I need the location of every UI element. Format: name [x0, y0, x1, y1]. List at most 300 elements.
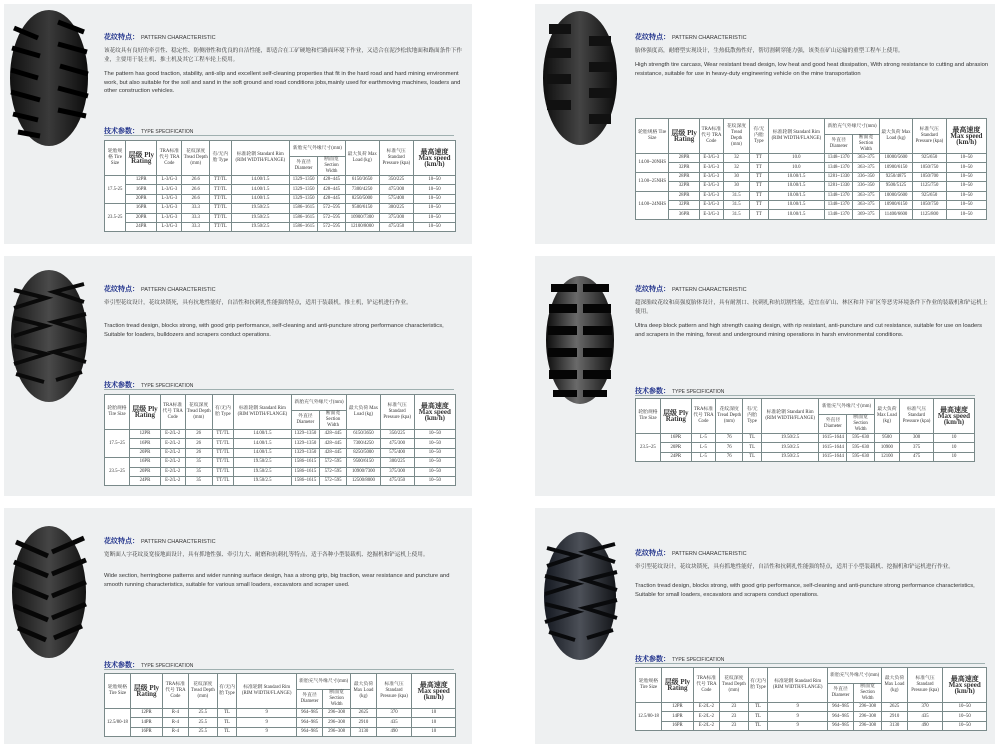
header-max-speed: 最高速度 Max speed (km/h)	[946, 119, 986, 154]
table-cell: 1329~1350	[290, 185, 318, 194]
table-cell: 10~50	[414, 222, 456, 231]
table-cell: 32PR	[669, 182, 699, 191]
table-cell: 23	[719, 721, 748, 730]
table-cell: E-3/G-3	[699, 210, 723, 219]
spec-title-en: TYPE SPECIFICATION	[671, 389, 725, 395]
header-max-load: 最大负荷 Max Load (kg)	[345, 141, 379, 176]
description-en: Wide section, herringbone patterns and wider running surface design, has a strong grip, big traction, wear resistance and puncture and smooth running characteristics, suitable for various small loaders, excavators and scraper used.	[104, 573, 450, 588]
header-section-width: 断面宽 Section Width	[847, 415, 874, 434]
table-cell: 26	[185, 430, 212, 439]
header-tread-depth: 花纹深度 Tread Depth (mm)	[182, 141, 210, 176]
table-cell: 19.50/2.5	[761, 452, 819, 461]
header-ply-rating: 层级 Ply Rating	[669, 119, 699, 154]
table-row	[636, 210, 987, 219]
header-standard-rim: 标准轮辋 Standard Rim (RIM WIDTH/FLANGE)	[768, 119, 825, 154]
table-cell: E-2/L-2	[693, 721, 719, 730]
table-cell: R-4	[162, 709, 188, 718]
table-cell: 1281~1330	[825, 172, 853, 181]
table-cell: R-4	[162, 727, 188, 736]
table-cell: 363~375	[853, 191, 880, 200]
table-row	[105, 439, 456, 448]
table-cell: 25.5	[188, 709, 217, 718]
tire-size-cell: 17.5-25	[105, 176, 126, 204]
header-tra-code: TRA标准代号 TRA Code	[693, 668, 719, 703]
table-cell: 33.3	[182, 222, 210, 231]
table-cell: 10~50	[414, 467, 455, 476]
table-cell: 575/400	[380, 448, 414, 457]
table-cell: 19.50/2.5	[761, 434, 819, 443]
table-cell: 6150/3650	[347, 430, 380, 439]
header-standard-pressure: 标准气压 Standard Pressure (kpa)	[380, 395, 414, 430]
tire-image-3	[8, 266, 90, 406]
tire-size-cell: 23.5~25	[105, 458, 130, 486]
table-cell: L-3/G-3	[157, 213, 182, 222]
table-cell: 595~630	[847, 452, 874, 461]
header-tire-size: 轮胎规格 Tire Size	[105, 141, 126, 176]
table-cell: 23	[719, 703, 748, 712]
table-row	[105, 222, 456, 231]
table-cell: 76	[716, 434, 743, 443]
table-cell: 32PR	[669, 200, 699, 209]
table-cell: 1050/700	[912, 172, 946, 181]
table-cell: 925/650	[912, 154, 946, 163]
header-standard-rim: 标准轮辋 Standard Rim (RIM WIDTH/FLANGE)	[768, 668, 828, 703]
table-cell: 1586~1615	[290, 222, 318, 231]
table-cell: 10~50	[946, 210, 986, 219]
table-cell: 336~350	[853, 172, 880, 181]
table-cell: L-3/G-3	[157, 194, 182, 203]
table-cell: 2625	[351, 709, 376, 718]
table-cell: TL	[217, 709, 236, 718]
table-cell: TT	[750, 154, 768, 163]
table-cell: 35	[185, 467, 212, 476]
header-max-load: 最大负荷 Max Load (kg)	[351, 674, 376, 709]
table-cell: 28PR	[669, 172, 699, 181]
spec-table-6	[635, 667, 987, 731]
table-cell: 10.00/1.5	[768, 200, 825, 209]
pattern-title-cn: 花纹特点：	[635, 285, 670, 293]
table-cell: 20PR	[129, 467, 160, 476]
table-cell: TL	[748, 712, 767, 721]
table-cell: 9	[237, 718, 297, 727]
header-max-speed: 最高速度 Max speed (km/h)	[414, 395, 455, 430]
table-cell: 1615~1644	[819, 452, 847, 461]
table-cell: 26	[185, 439, 212, 448]
table-cell: E-3/G-3	[699, 154, 723, 163]
table-cell: 10~50	[414, 185, 456, 194]
header-tra-code: TRA标准代号 TRA Code	[157, 141, 182, 176]
table-row	[636, 434, 975, 443]
table-cell: E-3/G-3	[699, 191, 723, 200]
table-cell: 16PR	[130, 727, 162, 736]
product-panel-1	[4, 4, 472, 244]
table-cell: 10~50	[414, 204, 456, 213]
table-row	[105, 718, 456, 727]
table-cell: 19.50/2.5	[231, 213, 289, 222]
header-tire-size: 轮胎规格 Tire Size	[636, 668, 662, 703]
table-cell: 8250/5000	[347, 448, 380, 457]
table-cell: 490	[376, 727, 412, 736]
header-diameter: 外直径 Diameter	[825, 135, 853, 154]
header-standard-rim: 标准轮辋 Standard Rim (RIM WIDTH/FLANGE)	[237, 674, 297, 709]
table-cell: 363~375	[853, 200, 880, 209]
header-inflated-dimensions: 新胎充气外缘尺寸(mm)	[290, 141, 346, 157]
table-cell: R-4	[162, 718, 188, 727]
table-cell: 31.5	[723, 210, 750, 219]
header-diameter: 外直径 Diameter	[297, 690, 323, 709]
table-cell: 31.5	[723, 191, 750, 200]
header-tra-code: TRA标准代号 TRA Code	[691, 399, 715, 434]
table-cell: 10900	[874, 443, 899, 452]
header-type: 有/无内胎 Type	[748, 668, 767, 703]
pattern-title-en: PATTERN CHARACTERISTIC	[671, 287, 747, 293]
header-type: 有/无内胎 Type	[750, 119, 768, 154]
table-cell: 300/225	[379, 204, 414, 213]
tire-image-5	[8, 522, 90, 662]
tire-size-cell: 12.5/80-18	[105, 709, 131, 737]
table-cell: 336~350	[853, 182, 880, 191]
table-cell: TT/TL	[210, 222, 231, 231]
table-cell: 10	[933, 452, 974, 461]
pattern-title-cn: 花纹特点：	[104, 285, 139, 293]
header-section-width: 断面宽 Section Width	[853, 684, 881, 703]
table-cell: 10	[412, 709, 456, 718]
table-cell: 33.3	[182, 204, 210, 213]
header-diameter: 外直径 Diameter	[819, 415, 847, 434]
table-cell: 595~630	[847, 434, 874, 443]
pattern-title-en: PATTERN CHARACTERISTIC	[140, 539, 216, 545]
table-cell: 10~50	[946, 163, 986, 172]
description-en: High strength tire carcass, Wear resistant tread design, low heat and good heat dissipation, With strong resistance to cutting and abrasion resistance, suitable for use in heavy-duty engineering vehicle on the mine transportation	[635, 62, 989, 77]
table-cell: 475/350	[379, 222, 414, 231]
table-cell: 76	[716, 452, 743, 461]
table-cell: 1348~1370	[825, 154, 853, 163]
tire-size-cell: 14.00~24NHS	[636, 191, 669, 219]
table-cell: 14.00/1.5	[231, 185, 289, 194]
table-cell: 1125/800	[912, 210, 946, 219]
table-cell: 20PR	[129, 448, 160, 457]
table-cell: 19.50/2.5	[234, 467, 292, 476]
table-cell: 28PR	[669, 154, 699, 163]
tire-size-cell: 12.5/80-18	[636, 703, 662, 731]
header-section-width: 断面宽 Section Width	[319, 411, 346, 430]
header-section-width: 断面宽 Section Width	[853, 135, 880, 154]
table-row	[636, 703, 987, 712]
header-max-load: 最大负荷 Max Load (kg)	[879, 119, 912, 154]
table-row	[105, 430, 456, 439]
table-cell: 375	[900, 443, 934, 452]
table-cell: 33.3	[182, 213, 210, 222]
table-cell: 10~50	[943, 721, 987, 730]
product-panel-6	[535, 508, 995, 744]
description-cn: 该花纹具有良好的牵引性、稳定性、防侧滑性和优良的自洁性能，即适合在工矿硬地和烂路面环境下作业，又适合在泥沙松软地面和路面条件下作业，主要用于装土机、推土机及其它工程车轮上使用。	[104, 48, 463, 63]
table-cell: 14.00/1.5	[234, 439, 292, 448]
header-standard-rim: 标准轮辋 Standard Rim (RIM WIDTH/FLANGE)	[231, 141, 289, 176]
table-cell: 9	[768, 721, 828, 730]
pattern-title-en: PATTERN CHARACTERISTIC	[671, 35, 747, 41]
table-cell: 9500/6150	[347, 458, 380, 467]
header-tread-depth: 花纹深度 Tread Depth (mm)	[188, 674, 217, 709]
header-section-width: 断面宽 Section Width	[322, 690, 350, 709]
table-cell: 1615~1644	[819, 434, 847, 443]
table-cell: 26	[185, 448, 212, 457]
table-cell: 296~308	[322, 718, 350, 727]
table-cell: 964~985	[297, 709, 323, 718]
table-cell: 16PR	[129, 439, 160, 448]
table-cell: 12PR	[126, 176, 157, 185]
table-cell: 964~985	[297, 718, 323, 727]
product-panel-2	[535, 4, 995, 244]
table-cell: TT/TL	[212, 448, 233, 457]
table-row	[105, 448, 456, 457]
header-ply-rating: 层级 Ply Rating	[129, 395, 160, 430]
tire-image-6	[539, 526, 621, 666]
table-cell: TT/TL	[212, 458, 233, 467]
header-max-load: 最大负荷 Max Load (kg)	[882, 668, 907, 703]
table-row	[105, 727, 456, 736]
header-standard-rim: 标准轮辋 Standard Rim (RIM WIDTH/FLANGE)	[761, 399, 819, 434]
table-cell: TT	[750, 210, 768, 219]
table-cell: 363~375	[853, 154, 880, 163]
table-cell: TT	[750, 191, 768, 200]
table-cell: L-3/G-3	[157, 222, 182, 231]
table-cell: 8250/5000	[345, 194, 379, 203]
table-cell: 2625	[882, 703, 907, 712]
table-row	[636, 712, 987, 721]
table-cell: 10~50	[946, 182, 986, 191]
spec-title-en: TYPE SPECIFICATION	[140, 383, 194, 389]
table-cell: TT	[750, 172, 768, 181]
table-cell: 11400/6600	[879, 210, 912, 219]
table-cell: 9500	[874, 434, 899, 443]
table-cell: 1348~1370	[825, 163, 853, 172]
table-cell: 475	[900, 452, 934, 461]
table-cell: 428~445	[318, 194, 346, 203]
table-cell: 435	[907, 712, 943, 721]
table-cell: 7300/4250	[347, 439, 380, 448]
spec-title-en: TYPE SPECIFICATION	[140, 663, 194, 669]
table-cell: 25.5	[188, 718, 217, 727]
table-cell: 1586~1615	[291, 476, 319, 485]
table-cell: E-2/L-2	[160, 439, 185, 448]
header-tread-depth: 花纹深度 Tread Depth (mm)	[719, 668, 748, 703]
table-row	[105, 194, 456, 203]
table-cell: L-5	[691, 434, 715, 443]
tire-size-cell: 13.00~25NHS	[636, 172, 669, 191]
table-cell: 10	[412, 727, 456, 736]
header-max-load: 最大负荷 Max Load (kg)	[874, 399, 899, 434]
table-cell: 16PR	[661, 721, 693, 730]
tire-size-cell: 17.5~25	[105, 430, 130, 458]
table-row	[636, 163, 987, 172]
pattern-title-en: PATTERN CHARACTERISTIC	[671, 551, 747, 557]
table-cell: 10	[933, 434, 974, 443]
spec-title-cn: 技术参数：	[104, 661, 139, 669]
table-cell: 32PR	[669, 163, 699, 172]
header-inflated-dimensions: 新胎充气外缘尺寸(mm)	[825, 119, 880, 135]
table-cell: L-3/G-3	[157, 176, 182, 185]
table-cell: 32	[723, 163, 750, 172]
table-cell: E-2/L-2	[160, 430, 185, 439]
table-cell: 10000/5600	[879, 191, 912, 200]
header-type: 有/无内胎 Type	[743, 399, 762, 434]
table-cell: TT/TL	[210, 213, 231, 222]
table-cell: 7300/4250	[345, 185, 379, 194]
table-cell: 10~50	[414, 176, 456, 185]
table-cell: TT	[750, 200, 768, 209]
table-cell: 6150/3650	[345, 176, 379, 185]
table-cell: 1329~1350	[291, 439, 319, 448]
description-en: Traction tread design, blocks strong, with good grip performance, self-cleaning and anti-puncture strong performance characteristics, Suitable for small loaders, excavators and scrapers conduct operations.	[635, 583, 975, 598]
table-cell: 428~445	[319, 439, 346, 448]
table-row	[636, 191, 987, 200]
table-cell: 428~445	[319, 448, 346, 457]
header-max-load: 最大负荷 Max Load (kg)	[347, 395, 380, 430]
table-row	[105, 709, 456, 718]
tire-size-cell: 23.5-25	[105, 204, 126, 232]
table-cell: 35	[185, 458, 212, 467]
product-panel-5	[4, 508, 472, 744]
table-cell: 964~985	[297, 727, 323, 736]
pattern-title-cn: 花纹特点：	[635, 549, 670, 557]
table-cell: 23	[719, 712, 748, 721]
table-cell: 10~50	[946, 172, 986, 181]
table-cell: 375/300	[380, 467, 414, 476]
table-cell: 14.00/1.5	[231, 194, 289, 203]
table-cell: 350/225	[380, 430, 414, 439]
table-cell: 14PR	[661, 712, 693, 721]
table-cell: 9	[768, 712, 828, 721]
table-cell: 16PR	[126, 204, 157, 213]
table-cell: E-3/G-3	[699, 172, 723, 181]
table-cell: 10~50	[414, 213, 456, 222]
table-cell: 35	[185, 476, 212, 485]
header-tread-depth: 花纹深度 Tread Depth (mm)	[185, 395, 212, 430]
table-cell: 572~595	[319, 467, 346, 476]
table-cell: 9	[237, 727, 297, 736]
table-cell: 12100	[874, 452, 899, 461]
table-cell: L-3/G-3	[157, 185, 182, 194]
table-row	[105, 185, 456, 194]
table-cell: 16PR	[660, 434, 691, 443]
table-cell: L-5	[691, 452, 715, 461]
table-cell: TL	[217, 718, 236, 727]
table-cell: TT/TL	[212, 439, 233, 448]
table-row	[636, 200, 987, 209]
header-standard-rim: 标准轮辋 Standard Rim (RIM WIDTH/FLANGE)	[234, 395, 292, 430]
spec-table-3	[104, 394, 456, 486]
table-cell: TT/TL	[210, 176, 231, 185]
table-row	[636, 154, 987, 163]
spec-title-en: TYPE SPECIFICATION	[140, 129, 194, 135]
table-cell: 10.0	[768, 163, 825, 172]
table-cell: 28PR	[669, 191, 699, 200]
table-cell: TT/TL	[212, 430, 233, 439]
table-cell: 475/300	[379, 185, 414, 194]
table-cell: 10~50	[414, 439, 455, 448]
header-ply-rating: 层级 Ply Rating	[126, 141, 157, 176]
header-standard-pressure: 标准气压 Standard Pressure (kpa)	[900, 399, 934, 434]
table-cell: TL	[748, 721, 767, 730]
header-tire-size: 轮胎规格 Tire Size	[636, 399, 661, 434]
table-cell: 370	[376, 709, 412, 718]
table-row	[636, 721, 987, 730]
table-cell: 24PR	[129, 476, 160, 485]
table-cell: TT/TL	[210, 185, 231, 194]
table-cell: 370	[907, 703, 943, 712]
table-cell: 10~50	[414, 448, 455, 457]
header-section-width: 断面宽 Section Width	[318, 157, 346, 176]
table-cell: 12500/8000	[347, 476, 380, 485]
table-cell: TL	[743, 452, 762, 461]
table-cell: 24PR	[126, 222, 157, 231]
table-cell: 19.50/2.5	[761, 443, 819, 452]
table-row	[105, 176, 456, 185]
table-cell: 575/400	[379, 194, 414, 203]
table-cell: 1348~1370	[825, 200, 853, 209]
header-standard-pressure: 标准气压 Standard Pressure (kpa)	[907, 668, 943, 703]
table-cell: 572~595	[319, 458, 346, 467]
spec-table-4	[635, 398, 975, 462]
header-tra-code: TRA标准代号 TRA Code	[162, 674, 188, 709]
table-cell: 12100/8000	[345, 222, 379, 231]
table-cell: E-2/L-2	[160, 458, 185, 467]
table-cell: 1125/750	[912, 182, 946, 191]
table-cell: 25.5	[188, 727, 217, 736]
header-standard-pressure: 标准气压 Standard Pressure (kpa)	[912, 119, 946, 154]
header-tread-depth: 花纹深度 Tread Depth (mm)	[716, 399, 743, 434]
tire-size-cell: 14.00~20NHS	[636, 154, 669, 173]
table-cell: 10~50	[946, 200, 986, 209]
table-cell: 10900/7300	[347, 467, 380, 476]
table-cell: 1050/750	[912, 200, 946, 209]
description-cn: 牵引型花纹设计，花纹块锁死，具有抗地性能好，自洁性和抗刺扎性能强的特点，适用于装载机，推土机，铲运机进行作业。	[104, 300, 412, 306]
table-cell: 19.50/2.5	[234, 458, 292, 467]
table-row	[636, 182, 987, 191]
description-cn: 牵引型花纹设计，花纹块锁死，具有抓地性能好，自洁性和抗刺扎性能强的特点，适用于小型装载机、挖掘机和铲运机进行作业。	[635, 564, 954, 570]
table-cell: 964~985	[828, 712, 854, 721]
table-cell: 10	[933, 443, 974, 452]
pattern-title-cn: 花纹特点：	[635, 33, 670, 41]
table-cell: 296~308	[322, 709, 350, 718]
table-cell: 20PR	[660, 443, 691, 452]
table-row	[105, 213, 456, 222]
table-cell: 1329~1350	[291, 430, 319, 439]
header-inflated-dimensions: 新胎充气外缘尺寸(mm)	[291, 395, 346, 411]
header-ply-rating: 层级 Ply Rating	[660, 399, 691, 434]
table-cell: 428~445	[318, 185, 346, 194]
table-cell: E-2/L-2	[693, 712, 719, 721]
header-tire-size: 轮胎规格 Tire Size	[105, 674, 131, 709]
table-cell: 9500/5125	[879, 182, 912, 191]
header-tread-depth: 花纹深度 Tread Depth (mm)	[723, 119, 750, 154]
table-cell: 10.00/1.5	[768, 191, 825, 200]
table-cell: 16PR	[126, 185, 157, 194]
table-row	[105, 476, 456, 485]
table-cell: 369~375	[853, 210, 880, 219]
table-cell: 10.00/1.5	[768, 182, 825, 191]
description-en: Ultra deep block pattern and high strength casing design, with rip resistant, anti-puncture and cut resistance, suitable for use on loaders and scrapers in the mining, forest and underground mining operations in harsh environmental conditions.	[635, 323, 983, 338]
table-cell: 1615~1644	[819, 443, 847, 452]
table-cell: 350/225	[379, 176, 414, 185]
header-tra-code: TRA标准代号 TRA Code	[160, 395, 185, 430]
table-cell: 1329~1350	[291, 448, 319, 457]
table-cell: 10900/6150	[879, 163, 912, 172]
table-cell: 964~985	[828, 721, 854, 730]
table-cell: 475/300	[380, 439, 414, 448]
description-cn: 超深胎纹花纹和高强度胎体设计，具有耐割口、抗刺扎和抗切割性能，适宜在矿山、林区和井下矿区等恶劣环境条件下作业的装载机和铲运机上使用。	[635, 300, 988, 315]
table-cell: 490	[907, 721, 943, 730]
